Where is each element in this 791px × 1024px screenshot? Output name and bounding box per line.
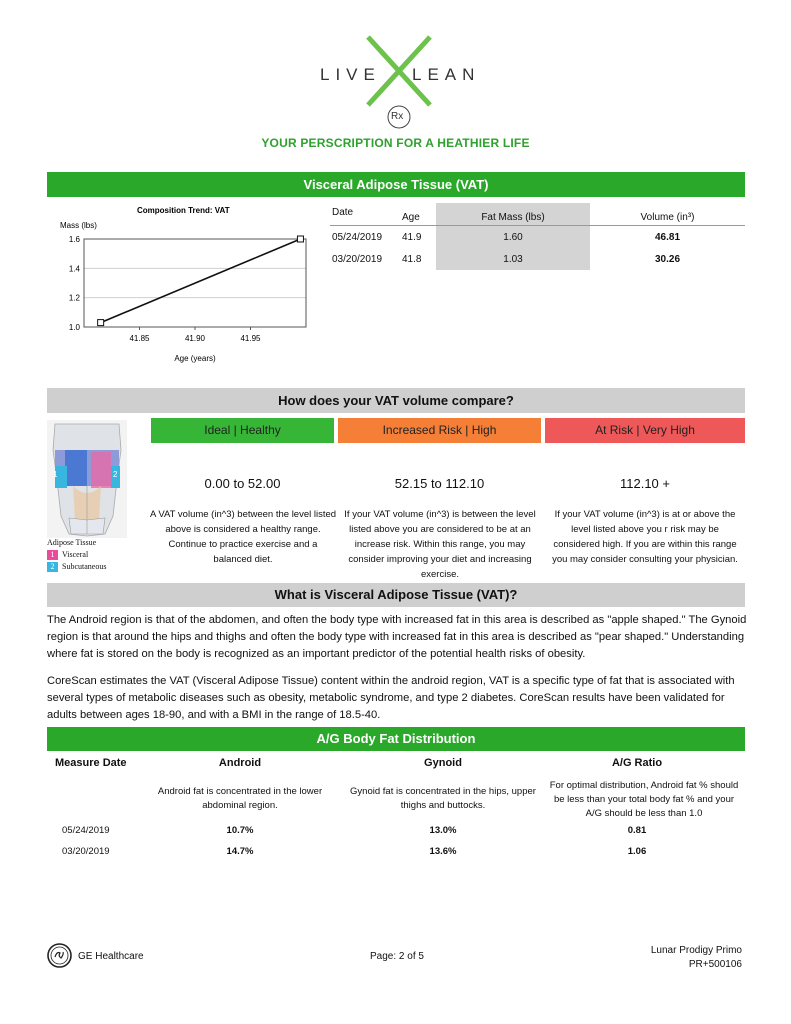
legend-label: Subcutaneous (62, 562, 107, 571)
row-age: 41.9 (402, 231, 422, 243)
vat-table-header (330, 203, 745, 226)
risk-high-box: At Risk | Very High (545, 418, 745, 443)
ag-col-android-header: Android (218, 757, 262, 769)
ag-row-gynoid: 13.0% (429, 825, 457, 836)
ag-row-ratio: 0.81 (627, 825, 647, 836)
ag-row-date: 05/24/2019 (62, 825, 110, 836)
what-paragraph-1: The Android region is that of the abdomen, and often the body type with increased fat in this area is described as "apple shaped." The Gynoid region is that around the hips and thighs and often the body type with increased fat in this area is described as "pear shaped." Understanding where fat is stored on the body is recognized as an important predictor of the potential health risks of obesity. (47, 614, 747, 660)
legend-swatch: 2 (47, 562, 58, 572)
chart-data-point (98, 320, 104, 326)
row-volume: 30.26 (654, 253, 681, 265)
image-label-2: 2 (113, 470, 118, 479)
row-fat-mass: 1.03 (436, 248, 590, 270)
logo-live-text: LIVE (320, 65, 381, 84)
col-volume-header: Volume (in³) (640, 212, 695, 223)
chart-xtick-label: 41.90 (184, 334, 206, 343)
range-increased: 52.15 to 112.10 (394, 476, 485, 491)
col-age-header: Age (402, 212, 420, 223)
tagline: YOUR PERSCRIPTION FOR A HEATHIER LIFE (261, 136, 530, 150)
chart-ytick-label: 1.0 (68, 323, 80, 332)
footer-page: Page: 2 of 5 (370, 951, 424, 962)
footer-device: Lunar Prodigy Primo (650, 945, 742, 956)
ag-row-date: 03/20/2019 (62, 846, 110, 857)
col-date-header: Date (332, 207, 354, 218)
compare-section-header: How does your VAT volume compare? (47, 388, 745, 413)
ag-col-ratio-header: A/G Ratio (611, 757, 663, 769)
legend-label: Visceral (62, 550, 89, 559)
ag-gynoid-desc: Gynoid fat is concentrated in the hips, upper thighs and buttocks. (350, 786, 536, 811)
body-scan-image (47, 420, 127, 538)
chart-ytick-label: 1.2 (68, 293, 80, 303)
chart-xtick-label: 41.95 (240, 334, 261, 343)
chart-ylabel: Mass (lbs) (60, 221, 97, 230)
chart-ytick-label: 1.6 (68, 235, 80, 244)
ag-android-desc: Android fat is concentrated in the lower abdominal region. (157, 786, 323, 811)
range-ideal: 0.00 to 52.00 (204, 476, 281, 491)
legend-item-subcutaneous (47, 561, 106, 572)
ag-row-ratio: 1.06 (627, 846, 647, 857)
logo-lean-text: LEAN (412, 65, 481, 84)
row-age: 41.8 (402, 253, 422, 265)
footer-company: GE Healthcare (78, 951, 144, 962)
what-section-header: What is Visceral Adipose Tissue (VAT)? (47, 583, 745, 607)
chart-data-point (297, 236, 303, 242)
desc-ideal: A VAT volume (in^3) between the level listed above is considered a healthy range. Continue to practice exercise and a balanced diet. (149, 509, 337, 565)
ag-ratio-desc: For optimal distribution, Android fat % should be less than your total body fat % and your A/G should be less than 1.0 (549, 780, 739, 819)
legend-title: Adipose Tissue (47, 538, 97, 547)
range-high: 112.10 + (619, 476, 670, 491)
row-volume: 46.81 (654, 231, 681, 243)
adipose-legend (47, 538, 106, 573)
footer-serial: PR+500106 (688, 959, 742, 970)
image-label-1: 1 (53, 470, 58, 479)
row-date: 03/20/2019 (332, 253, 383, 265)
chart-title: Composition Trend: VAT (137, 206, 230, 215)
ag-row-gynoid: 13.6% (429, 846, 457, 857)
row-fat-mass: 1.60 (436, 226, 590, 248)
vat-table (330, 203, 745, 270)
chart-series-line (101, 239, 301, 323)
vat-trend-chart (47, 200, 322, 370)
risk-ideal-box: Ideal | Healthy (151, 418, 334, 443)
ag-row-android: 14.7% (226, 846, 254, 857)
desc-high: If your VAT volume (in^3) is at or above the level listed above you r risk may be considered high. If you are within this range you may consider consulting your physician. (552, 509, 738, 565)
vat-chart-svg (47, 200, 322, 370)
risk-increased-box: Increased Risk | High (338, 418, 541, 443)
chart-ytick-label: 1.4 (68, 264, 80, 274)
desc-increased: If your VAT volume (in^3) is between the level listed above you are considered to be at an increase risk. Within this range, you may consider improving your diet and increasing exercise. (344, 509, 536, 580)
body-scan-illustration (47, 420, 127, 538)
logo-rx-text: Rx (391, 111, 404, 122)
table-row (330, 248, 745, 270)
live-lean-logo (300, 35, 500, 135)
chart-xlabel: Age (years) (174, 354, 216, 363)
ag-row-android: 10.7% (226, 825, 254, 836)
what-paragraph-2: CoreScan estimates the VAT (Visceral Adipose Tissue) content within the android region, VAT is a specific type of fat that is associated with several types of metabolic diseases such as obesity, metabolic syndrome, and type 2 diabetes. CoreScan results have been validated for adults between ages 18-90, and with a BMI in the range of 18.5-40. (47, 675, 735, 721)
legend-item-visceral (47, 549, 106, 560)
ag-col-gynoid-header: Gynoid (424, 757, 462, 769)
table-row (330, 226, 745, 248)
ag-col-date-header: Measure Date (55, 757, 127, 769)
col-fat-mass-header: Fat Mass (lbs) (436, 203, 590, 225)
legend-swatch: 1 (47, 550, 58, 560)
vat-section-header: Visceral Adipose Tissue (VAT) (47, 172, 745, 197)
chart-xtick-label: 41.85 (129, 334, 150, 343)
row-date: 05/24/2019 (332, 231, 383, 243)
ag-section-header: A/G Body Fat Distribution (47, 727, 745, 751)
ge-logo-icon (47, 943, 72, 968)
